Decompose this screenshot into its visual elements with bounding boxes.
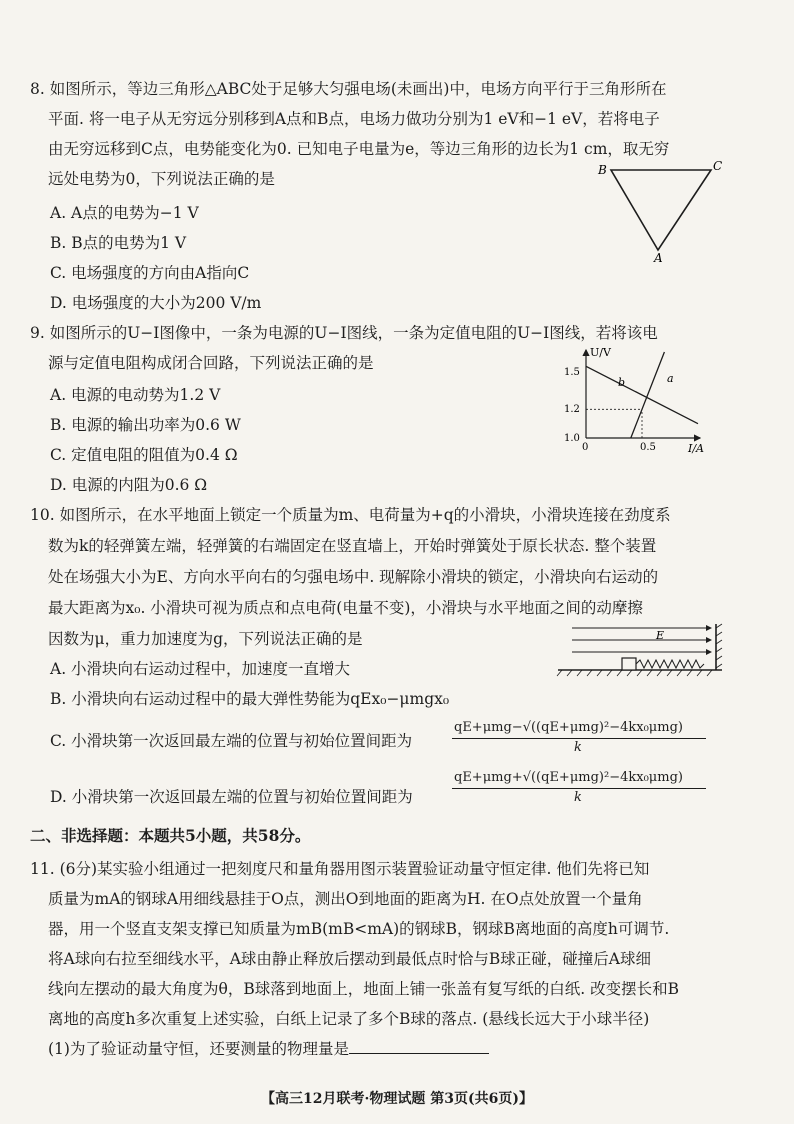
y-tick-10: 1.0: [564, 433, 580, 444]
q10-line-3: 处在场强大小为E、方向水平向右的匀强电场中. 现解除小滑块的锁定，小滑块向右运动的: [48, 568, 659, 586]
q11-line-5: 线向左摆动的最大角度为θ，B球落到地面上，地面上铺一张盖有复写纸的白纸. 改变摆长和B: [48, 980, 679, 998]
q10-d-fraction-bar: [452, 788, 706, 789]
section-2-heading: 二、非选择题：本题共5小题，共58分。: [30, 826, 311, 845]
y-tick-12: 1.2: [564, 404, 580, 415]
series-a-line: [631, 352, 665, 438]
arrowhead-1: [706, 625, 712, 631]
q10-line-1: 10. 如图所示，在水平地面上锁定一个质量为m、电荷量为+q的小滑块，小滑块连接在劲度系: [30, 506, 671, 524]
q9-option-a: A. 电源的电动势为1.2 V: [50, 386, 221, 404]
q10-c-denominator: k: [574, 740, 582, 755]
q8-line-4: 远处电势为0，下列说法正确的是: [48, 170, 275, 188]
triangle-abc: [611, 170, 711, 250]
q8-triangle-figure: [596, 158, 726, 263]
x-tick-0: 0: [582, 442, 589, 453]
q9-option-d: D. 电源的内阻为0.6 Ω: [50, 476, 208, 494]
arrowhead-2: [706, 637, 712, 643]
ground-hatch: [557, 670, 712, 676]
q10-line-5: 因数为μ，重力加速度为g，下列说法正确的是: [48, 630, 363, 648]
answer-blank[interactable]: [349, 1039, 489, 1054]
q8-option-d: D. 电场强度的大小为200 V/m: [50, 294, 262, 312]
q9-option-c: C. 定值电阻的阻值为0.4 Ω: [50, 446, 238, 464]
x-tick-05: 0.5: [640, 442, 656, 453]
q11-line-6: 离地的高度h多次重复上述实验，白纸上记录了多个B球的落点. (悬线长远大于小球半径): [48, 1010, 650, 1028]
slider-block: [622, 658, 636, 670]
q8-option-b: B. B点的电势为1 V: [50, 234, 187, 252]
q9-line-1: 9. 如图所示的U−I图像中，一条为电源的U−I图线，一条为定值电阻的U−I图线，若将该电: [30, 324, 658, 342]
q11-subquestion-1-text: (1)为了验证动量守恒，还要测量的物理量是: [48, 1040, 349, 1058]
series-a-label: a: [667, 372, 674, 385]
q11-line-1: 11. (6分)某实验小组通过一把刻度尺和量角器用图示装置验证动量守恒定律. 他们先将已知: [30, 860, 650, 878]
wall-hatch: [716, 624, 722, 668]
q10-line-2: 数为k的轻弹簧左端，轻弹簧的右端固定在竖直墙上，开始时弹簧处于原长状态. 整个装置: [48, 537, 657, 555]
y-axis-label: U/V: [590, 346, 611, 359]
q8-option-c: C. 电场强度的方向由A指向C: [50, 264, 250, 282]
q11-line-3: 器，用一个竖直支架支撑已知质量为mB(mB<mA)的钢球B，钢球B离地面的高度h可调节.: [48, 920, 670, 938]
q10-line-4: 最大距离为x₀. 小滑块可视为质点和点电荷(电量不变)，小滑块与水平地面之间的动摩擦: [48, 599, 643, 617]
q11-line-2: 质量为mA的钢球A用细线悬挂于O点，测出O到地面的距离为H. 在O点处放置一个量角: [48, 890, 643, 908]
arrowhead-3: [706, 649, 712, 655]
spring: [636, 660, 704, 668]
q10-d-denominator: k: [574, 790, 582, 805]
q10-option-a: A. 小滑块向右运动过程中，加速度一直增大: [50, 660, 351, 678]
series-b-line: [586, 366, 698, 423]
q8-option-a: A. A点的电势为−1 V: [50, 204, 199, 222]
q9-option-b: B. 电源的输出功率为0.6 W: [50, 416, 241, 434]
q8-line-3: 由无穷远移到C点，电势能变化为0. 已知电子电量为e，等边三角形的边长为1 cm，取无穷: [48, 140, 670, 158]
y-tick-15: 1.5: [564, 367, 580, 378]
q10-option-c: C. 小滑块第一次返回最左端的位置与初始位置间距为: [50, 732, 413, 750]
page-footer: 【高三12月联考·物理试题 第3页(共6页)】: [261, 1091, 533, 1107]
q10-c-numerator: qE+μmg−√((qE+μmg)²−4kx₀μmg): [454, 720, 683, 735]
label-a: A: [654, 251, 663, 263]
q10-option-b: B. 小滑块向右运动过程中的最大弹性势能为qEx₀−μmgx₀: [50, 690, 450, 708]
label-c: C: [713, 159, 723, 173]
q9-line-2: 源与定值电阻构成闭合回路，下列说法正确的是: [48, 354, 374, 372]
series-b-label: b: [618, 376, 626, 389]
q10-d-numerator: qE+μmg+√((qE+μmg)²−4kx₀μmg): [454, 770, 683, 785]
q10-c-fraction-bar: [452, 738, 706, 739]
label-b: B: [598, 163, 607, 177]
q8-line-1: 8. 如图所示，等边三角形△ABC处于足够大匀强电场(未画出)中，电场方向平行于三角形所在: [30, 80, 667, 98]
field-label-e: E: [656, 629, 665, 642]
q10-option-d: D. 小滑块第一次返回最左端的位置与初始位置间距为: [50, 788, 413, 806]
q11-subquestion-1: [48, 1038, 489, 1060]
x-axis-label: I/A: [688, 442, 704, 454]
q10-apparatus-figure: [556, 620, 728, 682]
q8-line-2: 平面. 将一电子从无穷远分别移到A点和B点，电场力做功分别为1 eV和−1 eV，若将电子: [48, 110, 660, 128]
q11-line-4: 将A球向右拉至细线水平，A球由静止释放后摆动到最低点时恰与B球正碰，碰撞后A球细: [48, 950, 651, 968]
q9-ui-chart: [560, 342, 720, 454]
